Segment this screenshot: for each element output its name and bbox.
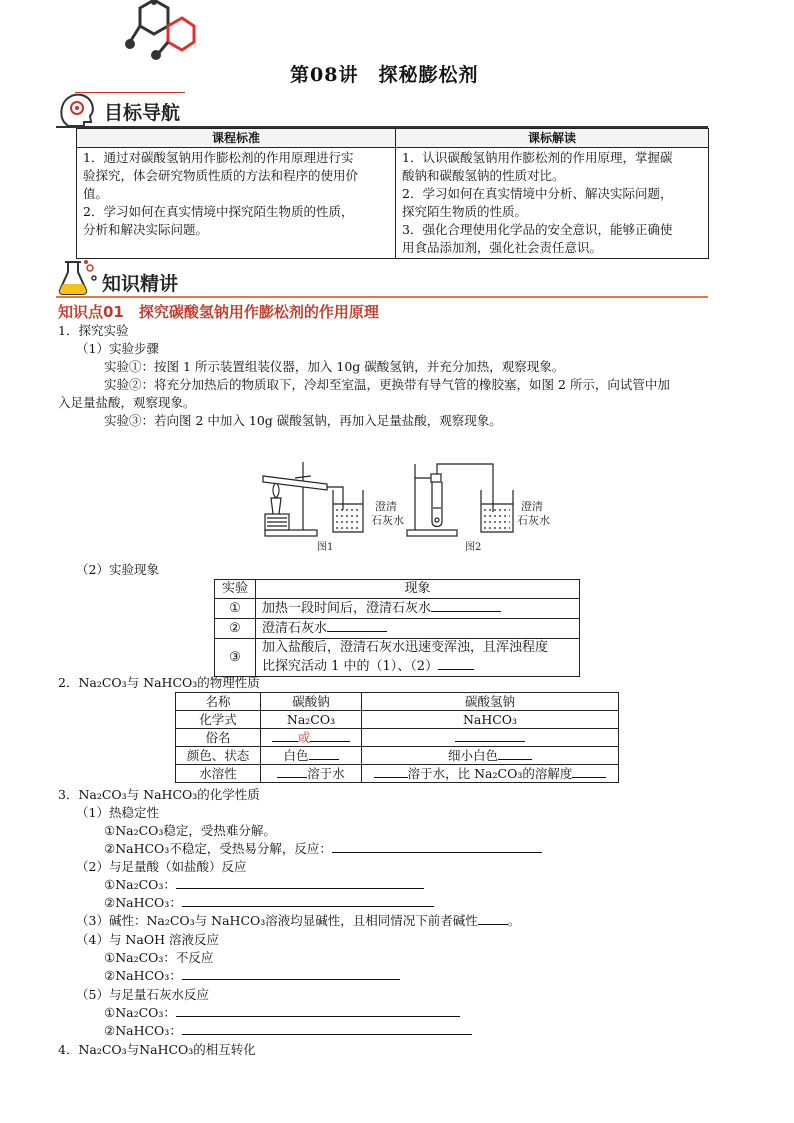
section-title-knowledge: 知识精讲	[102, 273, 179, 295]
answer-blank[interactable]	[572, 765, 606, 778]
fig2-label-2: 石灰水	[517, 514, 550, 527]
answer-blank[interactable]	[176, 876, 424, 889]
goal-header-interpretation: 课标解读	[396, 129, 709, 148]
head-gear-icon	[58, 92, 96, 128]
goal-header-standard: 课程标准	[77, 129, 396, 148]
part3-s1: （1）热稳定性	[76, 805, 159, 820]
part3-s2: （2）与足量酸（如盐酸）反应	[76, 859, 247, 874]
physical-properties-table: 名称 碳酸钠 碳酸氢钠 化学式 Na₂CO₃ NaHCO₃ 俗名 或 颜色、状态 白色 细小白色 水溶性 溶于水 溶于水，比 Na₂CO₃的溶解度	[175, 692, 619, 783]
fig1-label-1: 澄清	[375, 500, 397, 513]
answer-blank[interactable]	[310, 729, 350, 742]
answer-blank[interactable]	[327, 619, 387, 632]
fig1-label-2: 石灰水	[371, 514, 404, 527]
obs-row-id: ③	[215, 639, 256, 677]
steps-heading: （1）实验步骤	[76, 341, 159, 356]
part3-s3-row: （3）碱性：Na₂CO₃与 NaHCO₃溶液均显碱性，且相同情况下前者碱性 。	[76, 913, 521, 928]
part3-s4b-row: ②NaHCO₃：	[104, 967, 400, 985]
part3-s2a-row: ①Na₂CO₃：	[104, 876, 424, 894]
answer-blank[interactable]	[272, 729, 298, 742]
answer-blank[interactable]	[182, 894, 434, 907]
answer-blank[interactable]	[455, 729, 525, 742]
obs-header-experiment: 实验	[215, 580, 256, 599]
phys-header-name: 名称	[176, 693, 261, 711]
goal-interpretation-cell: 1．认识碳酸氢钠用作膨松剂的作用原理，掌握碳 酸钠和碳酸氢钠的性质对比。 2．学习如何在真实情境中分析、解决实际问题， 探究陌生物质的性质。 3．强化合理使用化学品的安全意识，能够正确使 用食品添加剂，强化社会责任意识。	[396, 148, 709, 259]
goal-table	[76, 128, 709, 259]
part3-heading: 3．Na₂CO₃与 NaHCO₃的化学性质	[58, 787, 260, 802]
part3-s1b-row: ②NaHCO₃不稳定，受热易分解，反应：	[104, 840, 542, 858]
phenomena-heading: （2）实验现象	[76, 562, 159, 577]
part3-s5: （5）与足量石灰水反应	[76, 987, 209, 1002]
knowledge-point-title: 知识点01 探究碳酸氢钠用作膨松剂的作用原理	[58, 303, 379, 321]
goal-standard-cell: 1．通过对碳酸氢钠用作膨松剂的作用原理进行实 验探究，体会研究物质性质的方法和程序的使用价 值。 2．学习如何在真实情境中探究陌生物质的性质， 分析和解决实际问题。	[77, 148, 396, 259]
section-title-goal: 目标导航	[104, 102, 181, 124]
part3-s4: （4）与 NaOH 溶液反应	[76, 932, 219, 947]
part3-s4a: ①Na₂CO₃：不反应	[104, 950, 214, 965]
page-title: 第08讲 探秘膨松剂	[290, 64, 479, 86]
hexagon-logo-icon	[118, 0, 196, 60]
flask-icon	[56, 258, 98, 296]
answer-blank[interactable]	[332, 840, 542, 853]
part2-heading: 2．Na₂CO₃与 NaHCO₃的物理性质	[58, 675, 260, 690]
obs-row-text: 澄清石灰水	[256, 619, 580, 639]
phys-header-nahco3: 碳酸氢钠	[362, 693, 619, 711]
answer-blank[interactable]	[478, 912, 508, 925]
answer-blank[interactable]	[176, 1004, 460, 1017]
part3-s2b-row: ②NaHCO₃：	[104, 894, 434, 912]
exp3-text: 实验③：若向图 2 中加入 10g 碳酸氢钠，再加入足量盐酸，观察现象。	[104, 413, 502, 428]
part3-s1a: ①Na₂CO₃稳定，受热难分解。	[104, 823, 276, 838]
obs-row-text: 加入盐酸后，澄清石灰水迅速变浑浊，且浑浊程度 比探究活动 1 中的（1）、（2）	[256, 639, 580, 677]
answer-blank[interactable]	[182, 967, 400, 980]
obs-header-phenomenon: 现象	[256, 580, 580, 599]
exp2-text-b: 入足量盐酸，观察现象。	[58, 395, 196, 410]
obs-row-id: ①	[215, 599, 256, 619]
phys-header-na2co3: 碳酸钠	[261, 693, 362, 711]
fig2-caption: 图2	[465, 542, 482, 553]
part1-heading: 1．探究实验	[58, 323, 129, 338]
answer-blank[interactable]	[431, 599, 501, 612]
answer-blank[interactable]	[182, 1022, 472, 1035]
part3-s5b-row: ②NaHCO₃：	[104, 1022, 472, 1040]
part4-heading: 4．Na₂CO₃与NaHCO₃的相互转化	[58, 1042, 256, 1057]
apparatus-figure	[255, 452, 555, 554]
answer-blank[interactable]	[374, 765, 408, 778]
exp2-text-a: 实验②：将充分加热后的物质取下，冷却至室温，更换带有导气管的橡胶塞，如图 2 所示，向试管中加	[104, 377, 670, 392]
exp1-text: 实验①：按图 1 所示装置组装仪器，加入 10g 碳酸氢钠，并充分加热，观察现象。	[104, 359, 565, 374]
answer-blank[interactable]	[309, 747, 339, 760]
obs-row-id: ②	[215, 619, 256, 639]
fig1-caption: 图1	[317, 542, 334, 553]
answer-blank[interactable]	[438, 657, 474, 670]
part3-s5a-row: ①Na₂CO₃：	[104, 1004, 460, 1022]
answer-blank[interactable]	[277, 765, 307, 778]
answer-blank[interactable]	[498, 747, 532, 760]
observation-table	[214, 579, 580, 677]
fig2-label-1: 澄清	[521, 500, 543, 513]
obs-row-text: 加热一段时间后，澄清石灰水	[256, 599, 580, 619]
